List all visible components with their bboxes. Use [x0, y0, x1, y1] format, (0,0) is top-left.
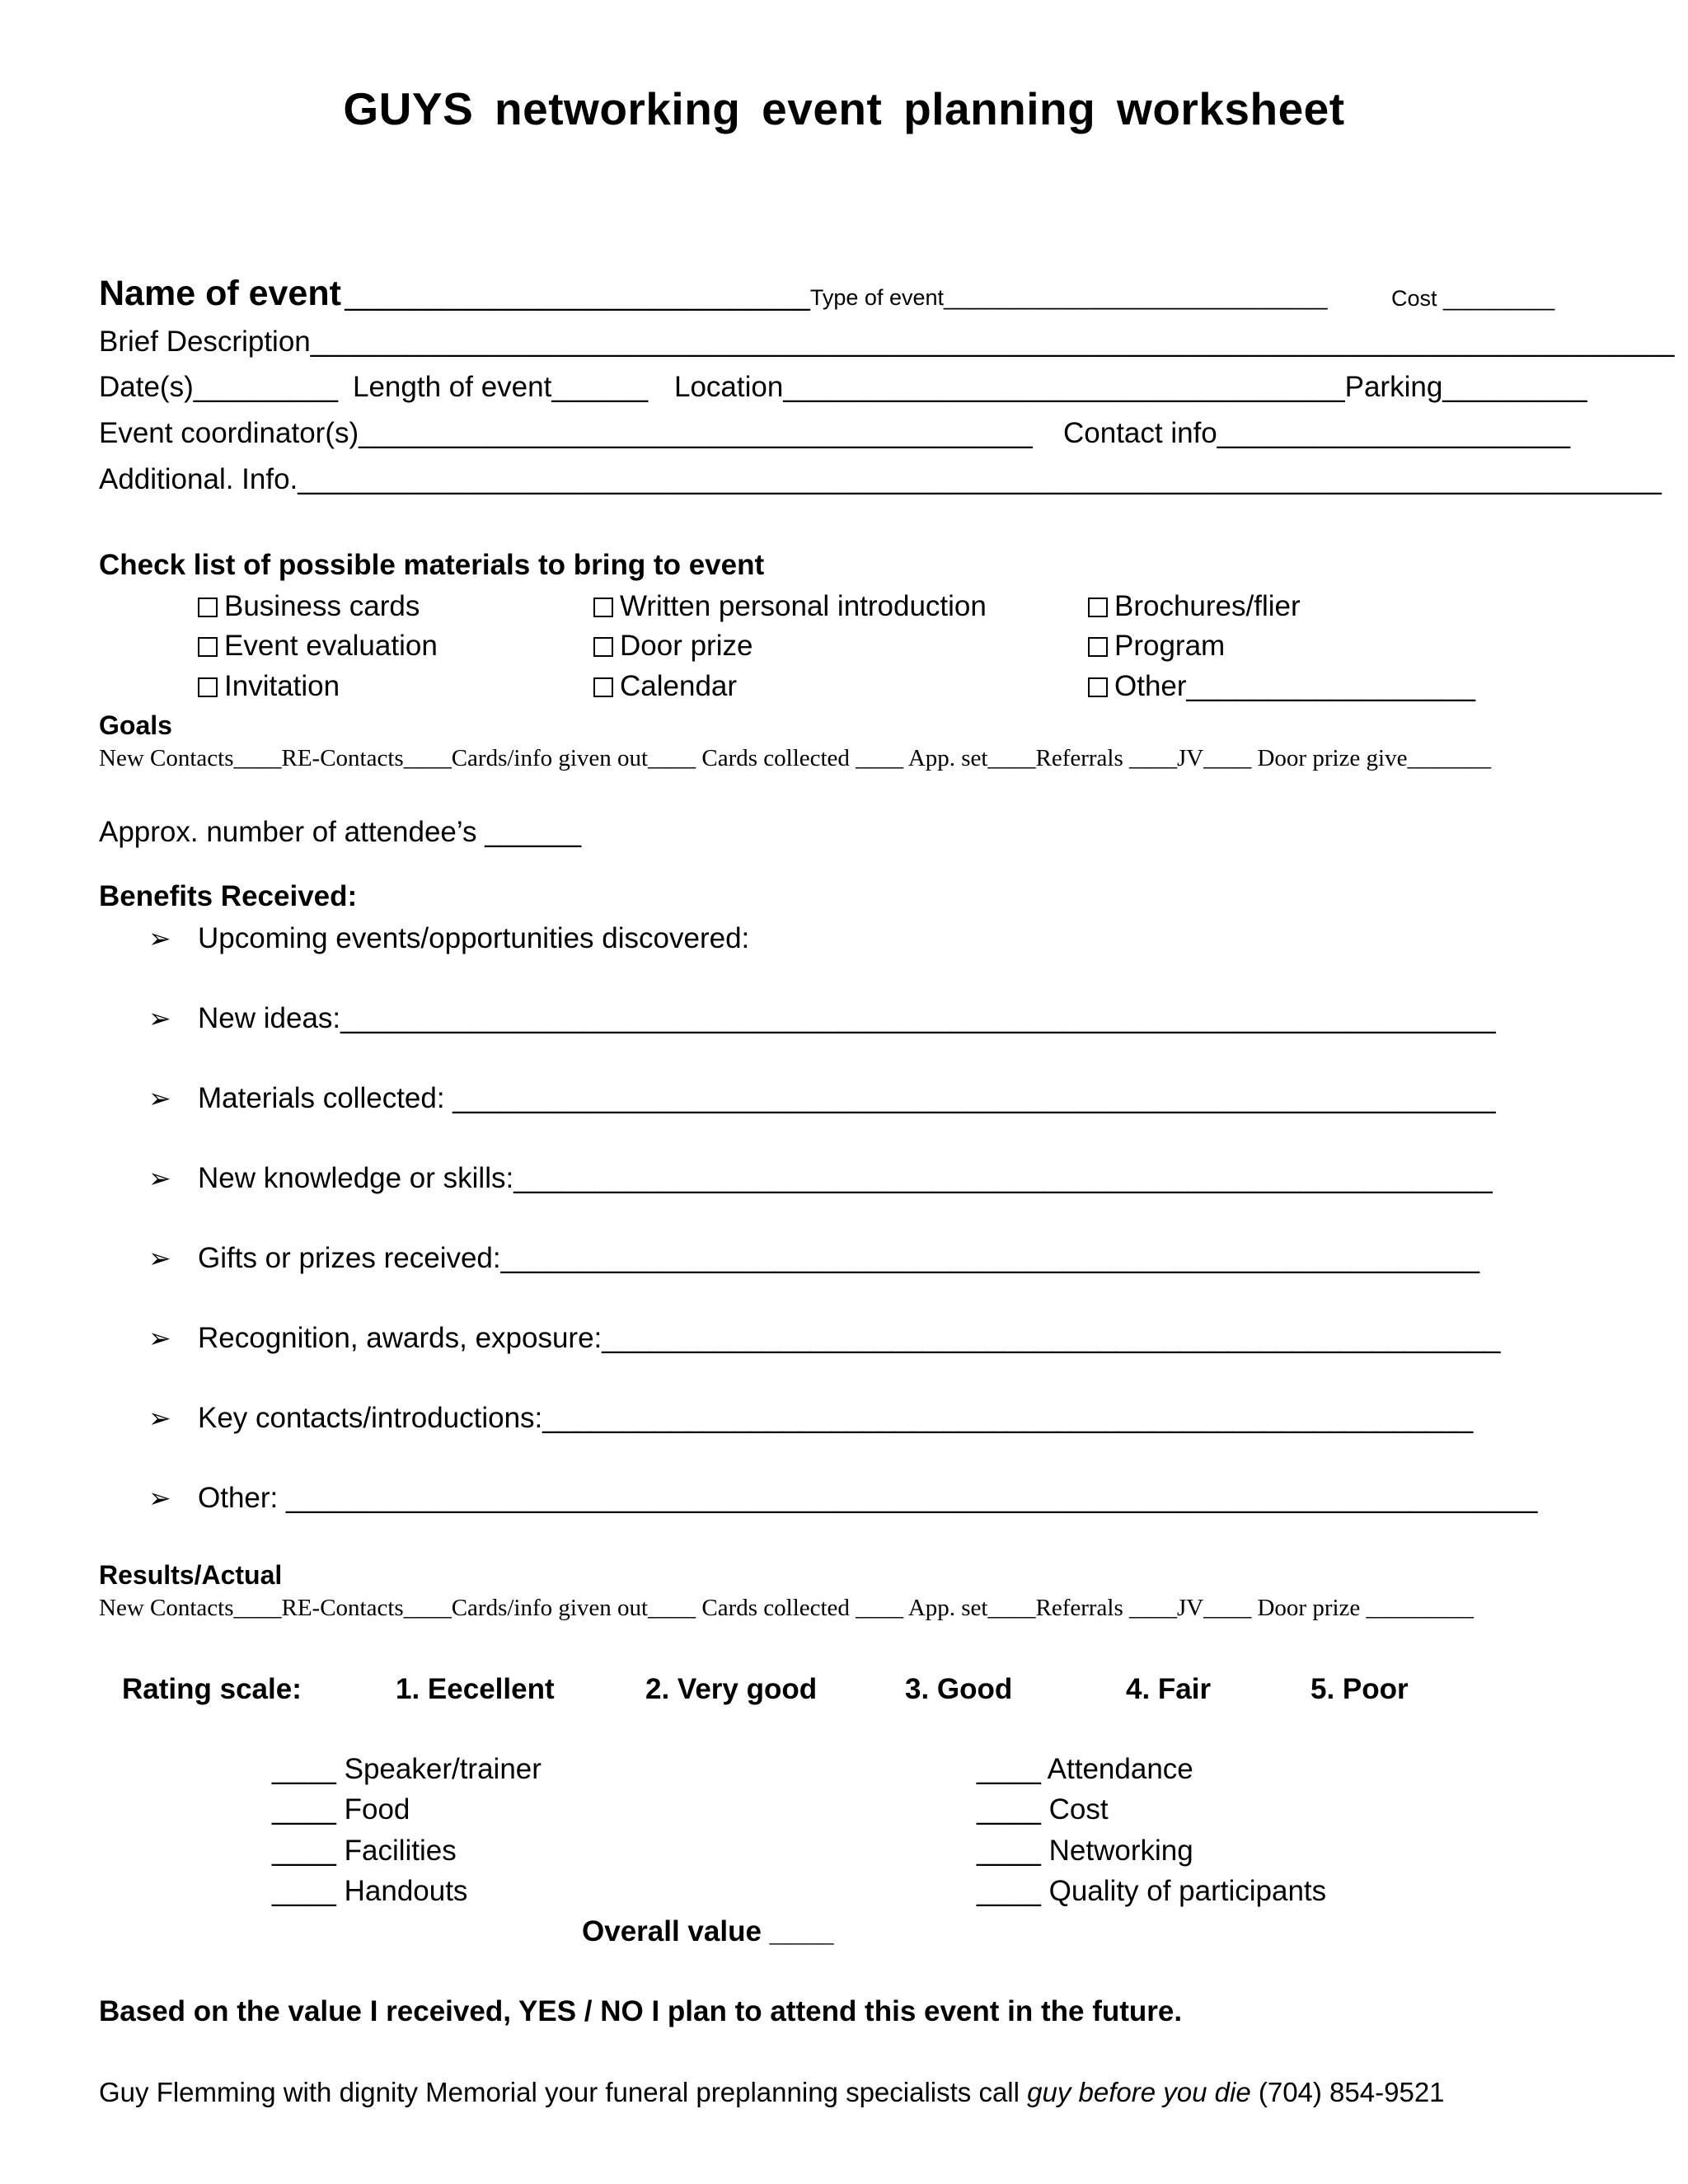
additional-field[interactable]: _____________________________________________________________________________________ — [298, 463, 1662, 495]
benefit-item — [148, 1322, 1501, 1355]
event-name-field[interactable]: _____________________________ — [345, 279, 810, 312]
rating-field[interactable]: ____ — [977, 1793, 1041, 1825]
overall-value-row — [582, 1915, 834, 1948]
benefit-item — [148, 922, 750, 955]
rating-field[interactable]: ____ — [272, 1835, 336, 1867]
rating-label: Networking — [1048, 1835, 1193, 1867]
checkbox[interactable] — [198, 677, 218, 697]
arrow-bullet-icon: ➢ — [148, 1403, 171, 1433]
rating-field[interactable]: ____ — [977, 1835, 1041, 1867]
benefit-item — [148, 1402, 1474, 1435]
benefit-item — [148, 1482, 1538, 1515]
checklist-item-label: Other__________________ — [1114, 670, 1475, 702]
attendees-field[interactable]: ______ — [485, 816, 582, 848]
rating-row — [272, 1875, 467, 1908]
arrow-bullet-icon: ➢ — [148, 1243, 171, 1273]
dates-field[interactable]: _________ — [193, 371, 338, 403]
checklist-item[interactable] — [593, 630, 753, 663]
checklist-item-label: Brochures/flier — [1114, 590, 1301, 622]
checklist-item[interactable] — [1088, 630, 1225, 663]
contact-field[interactable]: ______________________ — [1217, 417, 1571, 449]
checkbox[interactable] — [1088, 637, 1108, 657]
arrow-bullet-icon: ➢ — [148, 923, 171, 954]
cost-field[interactable]: _________ — [1443, 286, 1555, 311]
overall-value-label: Overall value — [582, 1915, 762, 1947]
additional-label: Additional. Info. — [99, 463, 298, 495]
rating-option: 3. Good — [905, 1673, 1013, 1705]
rating-field[interactable]: ____ — [272, 1753, 336, 1785]
parking-label: Parking — [1344, 371, 1443, 403]
benefit-item — [148, 1242, 1480, 1275]
coordinator-row — [99, 417, 1033, 450]
length-label: Length of event — [353, 371, 552, 403]
additional-row — [99, 463, 1662, 496]
checkbox[interactable] — [198, 598, 218, 617]
checkbox[interactable] — [593, 598, 613, 617]
benefit-field[interactable]: __________________________________________________________ — [542, 1402, 1474, 1434]
checkbox[interactable] — [593, 637, 613, 657]
rating-row — [272, 1753, 542, 1786]
length-field[interactable]: ______ — [551, 371, 649, 403]
rating-option: 2. Very good — [645, 1673, 818, 1705]
checklist-item[interactable] — [198, 630, 438, 663]
benefit-field[interactable]: _________________________________________________________________ — [452, 1082, 1496, 1114]
dates-label: Date(s) — [99, 371, 194, 403]
benefit-label: New knowledge or skills: — [198, 1162, 514, 1194]
benefit-field[interactable]: ______________________________________________________________________________ — [285, 1482, 1538, 1514]
rating-field[interactable]: ____ — [977, 1875, 1041, 1907]
rating-row — [272, 1835, 457, 1868]
event-name-row — [99, 274, 1328, 314]
goals-line[interactable]: New Contacts____RE-Contacts____Cards/info given out____ Cards collected ____ App. set____Referrals ____JV____ Door prize give_______ — [99, 745, 1491, 771]
parking-field[interactable]: _________ — [1442, 371, 1587, 403]
results-line[interactable]: New Contacts____RE-Contacts____Cards/info given out____ Cards collected ____ App. set____Referrals ____JV____ Door prize _________ — [99, 1595, 1475, 1621]
rating-option: 5. Poor — [1311, 1673, 1409, 1705]
checklist-item[interactable] — [198, 590, 420, 623]
footer-phone: (704) 854-9521 — [1250, 2077, 1445, 2107]
coordinator-label: Event coordinator(s) — [99, 417, 359, 449]
rating-label: Handouts — [344, 1875, 468, 1907]
date-row — [99, 371, 338, 404]
checklist-item-label: Invitation — [224, 670, 340, 702]
cost-label: Cost — [1391, 286, 1437, 311]
benefit-label: Key contacts/introductions: — [198, 1402, 543, 1434]
checklist-item[interactable] — [1088, 590, 1301, 623]
checklist-item-label: Event evaluation — [224, 630, 438, 662]
checklist-item[interactable] — [198, 670, 340, 703]
rating-label: Attendance — [1047, 1753, 1193, 1785]
rating-scale-label: Rating scale: — [122, 1673, 302, 1705]
arrow-bullet-icon: ➢ — [148, 1083, 171, 1113]
location-label: Location — [674, 371, 784, 403]
checkbox[interactable] — [593, 677, 613, 697]
arrow-bullet-icon: ➢ — [148, 1483, 171, 1513]
rating-option: 4. Fair — [1126, 1673, 1212, 1705]
contact-label: Contact info — [1063, 417, 1217, 449]
goals-heading: Goals — [99, 710, 172, 740]
checklist-item-label: Written personal introduction — [620, 590, 987, 622]
checklist-heading: Check list of possible materials to bring to event — [99, 549, 765, 581]
event-type-field[interactable]: _______________________________ — [944, 285, 1328, 310]
benefit-field[interactable]: _____________________________________________________________ — [513, 1162, 1493, 1194]
footer — [99, 2077, 1445, 2108]
benefit-field[interactable]: ________________________________________________________ — [602, 1322, 1501, 1354]
benefit-label: Gifts or prizes received: — [198, 1242, 501, 1274]
results-heading: Results/Actual — [99, 1560, 283, 1590]
rating-option: 1. Eecellent — [396, 1673, 555, 1705]
checklist-item[interactable] — [593, 670, 737, 703]
description-row — [99, 326, 1674, 359]
benefit-label: Upcoming events/opportunities discovered: — [198, 922, 750, 954]
location-row — [674, 371, 1587, 404]
checklist-item-label: Door prize — [620, 630, 753, 662]
page-title: GUYS networking event planning worksheet — [343, 83, 1345, 134]
checklist-item[interactable] — [1088, 670, 1475, 703]
benefit-label: Materials collected: — [198, 1082, 453, 1114]
checkbox[interactable] — [1088, 677, 1108, 697]
rating-label: Speaker/trainer — [344, 1753, 542, 1785]
event-name-label: Name of event — [99, 274, 341, 313]
rating-label: Quality of participants — [1048, 1875, 1327, 1907]
benefits-heading: Benefits Received: — [99, 880, 358, 912]
benefit-item — [148, 1002, 1496, 1035]
overall-value-field[interactable]: ____ — [769, 1915, 834, 1947]
cost-row — [1391, 286, 1554, 312]
rating-row — [272, 1793, 410, 1826]
benefit-field[interactable]: ________________________________________________________________________ — [340, 1002, 1496, 1034]
rating-label: Facilities — [344, 1835, 457, 1867]
benefit-item — [148, 1162, 1493, 1195]
benefit-label: New ideas: — [198, 1002, 341, 1034]
rating-field[interactable]: ____ — [272, 1875, 336, 1907]
contact-row — [1063, 417, 1570, 450]
description-label: Brief Description — [99, 326, 311, 358]
conclusion-statement: Based on the value I received, YES / NO I plan to attend this event in the future. — [99, 1995, 1183, 2027]
benefit-item — [148, 1082, 1496, 1115]
checkbox[interactable] — [1088, 598, 1108, 617]
attendees-label: Approx. number of attendee’s — [99, 816, 477, 848]
rating-field[interactable]: ____ — [977, 1753, 1041, 1785]
event-type-label: Type of event — [809, 285, 944, 310]
rating-row — [977, 1875, 1326, 1908]
benefit-field[interactable]: _____________________________________________________________ — [500, 1242, 1480, 1274]
rating-row — [977, 1835, 1193, 1868]
checklist-item-label: Program — [1114, 630, 1226, 662]
arrow-bullet-icon: ➢ — [148, 1003, 171, 1033]
description-field[interactable]: _____________________________________________________________________________________ — [310, 326, 1675, 358]
rating-label: Cost — [1048, 1793, 1109, 1825]
length-row — [353, 371, 648, 404]
rating-row — [977, 1793, 1109, 1826]
rating-label: Food — [344, 1793, 410, 1825]
checklist-item[interactable] — [593, 590, 987, 623]
benefit-label: Recognition, awards, exposure: — [198, 1322, 603, 1354]
coordinator-field[interactable]: __________________________________________ — [359, 417, 1033, 449]
checklist-item-label: Business cards — [224, 590, 420, 622]
arrow-bullet-icon: ➢ — [148, 1323, 171, 1353]
checkbox[interactable] — [198, 637, 218, 657]
footer-text: Guy Flemming with dignity Memorial your funeral preplanning specialists call — [99, 2077, 1028, 2107]
attendees-row — [99, 816, 581, 849]
checklist-item-label: Calendar — [620, 670, 738, 702]
rating-field[interactable]: ____ — [272, 1793, 336, 1825]
arrow-bullet-icon: ➢ — [148, 1163, 171, 1193]
footer-slogan: guy before you die — [1027, 2077, 1251, 2107]
benefit-label: Other: — [198, 1482, 286, 1514]
rating-row — [977, 1753, 1193, 1786]
location-field[interactable]: ___________________________________ — [783, 371, 1345, 403]
